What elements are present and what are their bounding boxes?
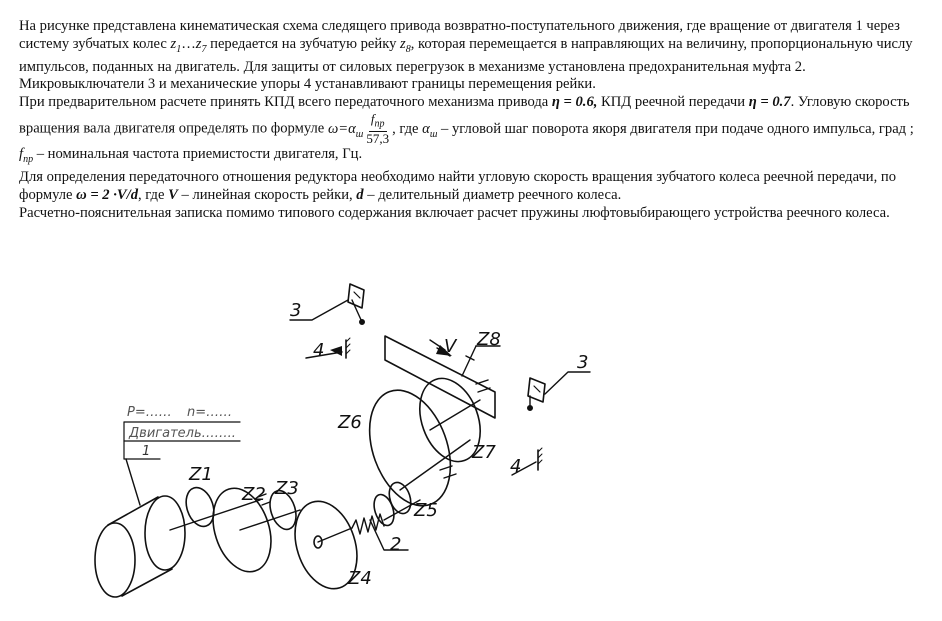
label-z8: Z8 (477, 329, 501, 350)
ellipsis: … (181, 35, 196, 52)
speed-label: n=…… (187, 405, 233, 420)
f-symbol: $f_{пр}$ (19, 146, 34, 166)
p3b-text: , где (138, 186, 169, 203)
p1c-text: , которая перемещается в направляющих на величину, пропорциональную числу импульсов, поданных на двигатель. Для защиты от силовых перегрузок в механизме установлена предохранительная муфта 2. Микровыключатели 3 и механические упоры 4 устанавливают границы перемещения рейки. (19, 35, 913, 93)
z1-symbol: $z_1$ (170, 35, 182, 55)
motor-name-label: Двигатель…….. (129, 426, 236, 441)
p1-text: На рисунке представлена кинематическая схема следящего привода возвратно-поступательного движения, где вращение от двигателя 1 через систему зубчатых колес (19, 18, 900, 52)
switch-pivot-b (528, 406, 532, 410)
switch-detail-a (354, 292, 360, 298)
omega-rack-formula: ω = 2 ·V/d (76, 186, 138, 203)
label-z2: Z2 (242, 484, 266, 505)
p2e-text: – угловой шаг поворота якоря двигателя при подаче одного импульса, град ; (437, 120, 914, 137)
switch-leader-b (545, 372, 590, 394)
label-z5: Z5 (414, 500, 438, 521)
motor-bottom-edge (122, 569, 172, 596)
p2c-text: . Угловую скорость вращения вала двигателя определять по формуле (19, 94, 910, 137)
p3a-text: Для определения передаточного отношения редуктора необходимо найти угловую скорость вращения зубчатого колеса реечной передачи, по формуле (19, 169, 897, 203)
motor-leader (126, 459, 140, 505)
label-z4: Z4 (348, 568, 372, 589)
label-stop-4a: 4 (313, 340, 325, 361)
clutch-spring (352, 514, 384, 534)
alpha-symbol: $\alpha_ш$ (422, 120, 438, 140)
shaft-3a (318, 528, 352, 542)
shaft-4 (400, 440, 470, 490)
p2d-text: , где (392, 120, 423, 137)
z8-symbol: $z_8$ (400, 35, 411, 55)
p2a-text: При предварительном расчете принять КПД всего передаточного механизма привода (19, 94, 552, 111)
microswitch-3b (528, 372, 590, 410)
label-clutch-2: 2 (390, 534, 402, 555)
shaft-5 (430, 400, 480, 430)
stop-arrow-a (330, 346, 342, 356)
motor-front-face (145, 496, 185, 570)
label-switch-3a: 3 (290, 300, 302, 321)
label-switch-3b: 3 (577, 352, 589, 373)
eta-rack: η = 0.7 (748, 94, 791, 111)
label-z6: Z6 (338, 412, 362, 433)
label-z3: Z3 (275, 478, 299, 499)
label-velocity-v: V (444, 336, 457, 357)
eta-total: η = 0.6, (551, 94, 598, 111)
label-z7: Z7 (472, 442, 496, 463)
switch-body-a (348, 284, 364, 308)
v-symbol: V (168, 186, 178, 203)
p3d-text: – делительный диаметр реечного колеса. (363, 186, 622, 203)
p3c-text: – линейная скорость рейки, (177, 186, 357, 203)
formula-fraction: $\frac{f_{пр}}{57,3}$ (366, 110, 390, 147)
p4-text: Расчетно-пояснительная записка помимо типового содержания включает расчет пружины люфтовыбирающего устройства реечного колеса. (19, 204, 890, 221)
motor-number-label: 1 (142, 444, 151, 459)
label-stop-4b: 4 (510, 456, 522, 477)
motor-top-edge (108, 497, 158, 525)
p2b-text: КПД реечной передачи (597, 94, 749, 111)
diagram-labels (188, 300, 588, 589)
z7-symbol: $z_7$ (195, 35, 207, 55)
omega-formula: $\omega=\alpha_ш$ $\frac{f_{пр}}{57,3}$ (327, 110, 390, 147)
switch-detail-b (534, 386, 540, 392)
motor-cylinder (95, 496, 185, 597)
p1b-text: передается на зубчатую рейку (206, 35, 401, 52)
switch-pivot-a (360, 320, 364, 324)
z8-leader (462, 346, 476, 376)
d-symbol: d (356, 186, 364, 203)
power-label: P=…… (127, 405, 172, 420)
motor-back-face (95, 523, 135, 597)
motor-label-block (124, 405, 240, 505)
label-z1: Z1 (189, 464, 213, 485)
switch-lever-a (352, 300, 362, 322)
p2f-text: – номинальная частота приемистости двигателя, Гц. (33, 146, 363, 163)
